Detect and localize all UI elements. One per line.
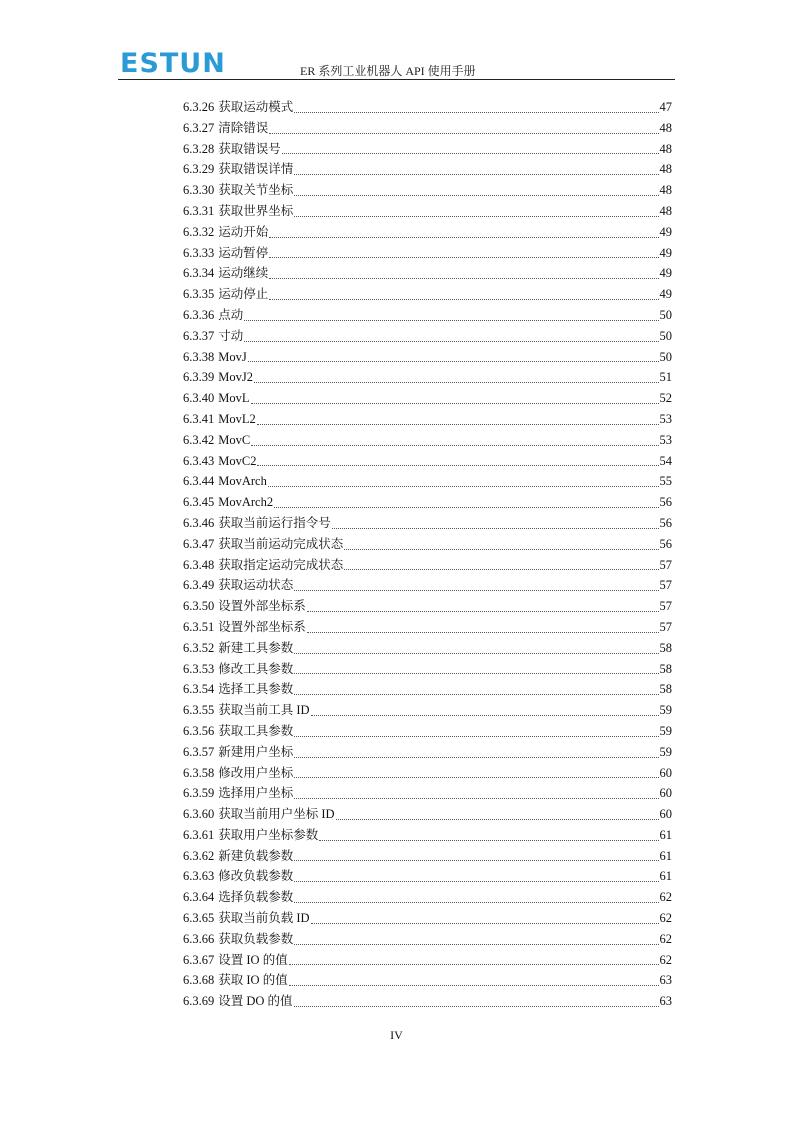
table-of-contents	[183, 97, 672, 1012]
toc-entry-number: 6.3.41	[183, 411, 215, 426]
toc-entry[interactable]	[183, 846, 672, 867]
toc-entry-title: MovC2	[218, 453, 257, 468]
toc-dot-leader	[244, 340, 658, 342]
toc-entry-number: 6.3.62	[183, 848, 215, 863]
toc-entry[interactable]	[183, 679, 672, 700]
toc-entry-title: 设置 IO 的值	[218, 952, 288, 967]
toc-entry[interactable]	[183, 347, 672, 368]
toc-entry[interactable]	[183, 97, 672, 118]
toc-entry-page: 63	[659, 973, 672, 988]
toc-entry-page: 62	[659, 931, 672, 946]
toc-entry-number: 6.3.48	[183, 557, 215, 572]
toc-entry-title: 获取工具参数	[218, 723, 294, 738]
toc-entry-title: 新建工具参数	[218, 640, 294, 655]
toc-dot-leader	[344, 568, 658, 570]
toc-entry[interactable]	[183, 284, 672, 305]
estun-logo: ESTUN	[120, 48, 226, 79]
toc-entry-number: 6.3.68	[183, 973, 215, 988]
toc-entry[interactable]	[183, 492, 672, 513]
toc-entry-title: 获取运动状态	[218, 578, 294, 593]
toc-entry-page: 63	[659, 994, 672, 1009]
toc-dot-leader	[294, 652, 658, 654]
toc-dot-leader	[294, 859, 658, 861]
toc-dot-leader	[294, 194, 658, 196]
toc-entry-title: 清除错误	[218, 120, 269, 135]
toc-entry-title: 寸动	[218, 328, 244, 343]
toc-entry-page: 48	[659, 120, 672, 135]
toc-entry[interactable]	[183, 388, 672, 409]
toc-entry[interactable]	[183, 617, 672, 638]
toc-entry-page: 49	[659, 266, 672, 281]
toc-entry-page: 58	[659, 640, 672, 655]
toc-entry-number: 6.3.33	[183, 245, 215, 260]
toc-entry[interactable]	[183, 575, 672, 596]
toc-dot-leader	[294, 756, 658, 758]
toc-entry[interactable]	[183, 305, 672, 326]
toc-entry-number: 6.3.40	[183, 391, 215, 406]
toc-entry[interactable]	[183, 970, 672, 991]
toc-entry-title: 获取指定运动完成状态	[218, 557, 344, 572]
toc-entry-page: 56	[659, 495, 672, 510]
toc-entry-number: 6.3.52	[183, 640, 215, 655]
toc-entry-page: 53	[659, 411, 672, 426]
toc-entry-number: 6.3.26	[183, 100, 215, 114]
toc-dot-leader	[254, 381, 659, 383]
toc-entry-page: 48	[659, 162, 672, 177]
toc-dot-leader	[248, 360, 659, 362]
toc-entry[interactable]	[183, 721, 672, 742]
toc-entry-page: 59	[659, 723, 672, 738]
toc-entry[interactable]	[183, 950, 672, 971]
toc-entry-page: 62	[659, 911, 672, 926]
toc-entry-title: 运动暂停	[218, 245, 269, 260]
toc-entry-page: 54	[659, 453, 672, 468]
toc-entry-title: MovArch	[218, 474, 267, 489]
toc-entry[interactable]	[183, 451, 672, 472]
toc-entry-page: 50	[659, 307, 672, 322]
toc-dot-leader	[319, 839, 658, 841]
toc-dot-leader	[289, 984, 659, 986]
toc-dot-leader	[294, 943, 658, 945]
toc-entry-title: MovJ2	[218, 370, 253, 385]
toc-entry-number: 6.3.64	[183, 890, 215, 905]
toc-entry-page: 60	[659, 786, 672, 801]
toc-dot-leader	[307, 610, 659, 612]
toc-entry-title: 新建负载参数	[218, 848, 294, 863]
toc-entry-page: 50	[659, 328, 672, 343]
toc-entry-page: 59	[659, 703, 672, 718]
toc-entry[interactable]	[183, 804, 672, 825]
toc-entry-title: 获取 IO 的值	[218, 973, 288, 988]
toc-dot-leader	[294, 589, 658, 591]
toc-entry-page: 50	[659, 349, 672, 364]
toc-entry-title: 运动停止	[218, 287, 269, 302]
toc-entry[interactable]	[183, 700, 672, 721]
toc-dot-leader	[294, 215, 658, 217]
toc-entry-title: 获取错误号	[218, 141, 281, 156]
toc-dot-leader	[269, 277, 658, 279]
toc-entry-page: 51	[659, 370, 672, 385]
toc-entry-title: 点动	[218, 307, 244, 322]
toc-entry-number: 6.3.51	[183, 619, 215, 634]
toc-entry[interactable]	[183, 659, 672, 680]
toc-entry-number: 6.3.60	[183, 807, 215, 822]
toc-dot-leader	[336, 818, 659, 820]
toc-entry-title: 修改负载参数	[218, 869, 294, 884]
toc-entry-title: MovArch2	[218, 495, 274, 510]
toc-dot-leader	[274, 506, 658, 508]
toc-entry-number: 6.3.53	[183, 661, 215, 676]
toc-entry-page: 48	[659, 203, 672, 218]
toc-entry-page: 60	[659, 807, 672, 822]
toc-entry-page: 49	[659, 245, 672, 260]
toc-entry-number: 6.3.50	[183, 599, 215, 614]
toc-entry[interactable]	[183, 534, 672, 555]
toc-entry-number: 6.3.31	[183, 203, 215, 218]
toc-entry-title: MovL2	[218, 411, 256, 426]
toc-entry-number: 6.3.63	[183, 869, 215, 884]
toc-entry-number: 6.3.59	[183, 786, 215, 801]
toc-entry[interactable]	[183, 908, 672, 929]
toc-entry[interactable]	[183, 367, 672, 388]
toc-entry-number: 6.3.49	[183, 578, 215, 593]
toc-entry-page: 55	[659, 474, 672, 489]
toc-dot-leader	[269, 132, 658, 134]
toc-entry[interactable]	[183, 201, 672, 222]
toc-entry-title: 获取当前运动完成状态	[218, 536, 344, 551]
toc-entry-page: 53	[659, 432, 672, 447]
toc-dot-leader	[244, 319, 658, 321]
toc-entry-number: 6.3.67	[183, 952, 215, 967]
toc-entry-page: 62	[659, 890, 672, 905]
toc-entry-title: 选择负载参数	[218, 890, 294, 905]
toc-dot-leader	[294, 880, 658, 882]
toc-entry[interactable]	[183, 139, 672, 160]
toc-entry-title: 获取负载参数	[218, 931, 294, 946]
toc-dot-leader	[251, 444, 658, 446]
toc-dot-leader	[294, 111, 658, 113]
toc-entry[interactable]	[183, 180, 672, 201]
toc-entry-title: 运动开始	[218, 224, 269, 239]
toc-entry-number: 6.3.45	[183, 495, 215, 510]
toc-entry-title: 获取当前用户坐标 ID	[218, 807, 335, 822]
toc-entry-title: MovL	[218, 391, 250, 406]
toc-entry[interactable]	[183, 513, 672, 534]
toc-entry-page: 59	[659, 744, 672, 759]
toc-entry-number: 6.3.44	[183, 474, 215, 489]
toc-entry-title: 新建用户坐标	[218, 744, 294, 759]
toc-entry-title: MovC	[218, 432, 251, 447]
toc-dot-leader	[294, 776, 658, 778]
toc-dot-leader	[294, 693, 658, 695]
toc-entry[interactable]	[183, 243, 672, 264]
toc-entry-page: 48	[659, 141, 672, 156]
toc-entry[interactable]	[183, 825, 672, 846]
toc-dot-leader	[294, 672, 658, 674]
toc-entry-page: 61	[659, 827, 672, 842]
toc-entry-title: 运动继续	[218, 266, 269, 281]
header-divider	[118, 79, 675, 80]
toc-entry-page: 58	[659, 682, 672, 697]
toc-entry-page: 57	[659, 599, 672, 614]
toc-entry-number: 6.3.38	[183, 349, 215, 364]
toc-entry[interactable]	[183, 887, 672, 908]
toc-dot-leader	[307, 631, 659, 633]
page-number: IV	[390, 1028, 403, 1042]
toc-entry-page: 58	[659, 661, 672, 676]
toc-entry-number: 6.3.42	[183, 432, 215, 447]
toc-dot-leader	[269, 256, 658, 258]
toc-entry-number: 6.3.30	[183, 183, 215, 198]
toc-entry-number: 6.3.28	[183, 141, 215, 156]
toc-entry-title: 获取关节坐标	[218, 183, 294, 198]
toc-dot-leader	[332, 527, 659, 529]
toc-entry-title: 设置 DO 的值	[218, 994, 293, 1009]
toc-entry-number: 6.3.56	[183, 723, 215, 738]
toc-dot-leader	[269, 236, 658, 238]
toc-entry-number: 6.3.54	[183, 682, 215, 697]
toc-dot-leader	[289, 963, 659, 965]
toc-entry[interactable]	[183, 742, 672, 763]
toc-entry[interactable]	[183, 929, 672, 950]
toc-entry-page: 61	[659, 848, 672, 863]
toc-entry-page: 57	[659, 619, 672, 634]
toc-entry-number: 6.3.36	[183, 307, 215, 322]
toc-entry-number: 6.3.27	[183, 120, 215, 135]
toc-entry-title: 获取当前负载 ID	[218, 911, 310, 926]
toc-entry[interactable]	[183, 118, 672, 139]
toc-entry[interactable]	[183, 596, 672, 617]
toc-dot-leader	[269, 298, 658, 300]
toc-entry-title: 获取当前运行指令号	[218, 515, 331, 530]
toc-entry[interactable]	[183, 222, 672, 243]
toc-entry-page: 49	[659, 287, 672, 302]
toc-entry-number: 6.3.47	[183, 536, 215, 551]
toc-entry-page: 49	[659, 224, 672, 239]
toc-entry-title: 获取用户坐标参数	[218, 827, 319, 842]
toc-entry-number: 6.3.65	[183, 911, 215, 926]
document-title: ER 系列工业机器人 API 使用手册	[300, 64, 476, 78]
toc-entry[interactable]	[183, 159, 672, 180]
toc-dot-leader	[294, 797, 658, 799]
toc-dot-leader	[257, 464, 658, 466]
toc-entry-page: 48	[659, 183, 672, 198]
toc-entry-number: 6.3.58	[183, 765, 215, 780]
toc-entry-number: 6.3.69	[183, 994, 215, 1009]
toc-dot-leader	[294, 735, 658, 737]
toc-entry-number: 6.3.29	[183, 162, 215, 177]
toc-entry-number: 6.3.39	[183, 370, 215, 385]
toc-dot-leader	[344, 548, 658, 550]
toc-entry-title: 修改用户坐标	[218, 765, 294, 780]
toc-entry-number: 6.3.61	[183, 827, 215, 842]
toc-entry-page: 56	[659, 515, 672, 530]
toc-entry-page: 57	[659, 578, 672, 593]
toc-dot-leader	[257, 423, 659, 425]
toc-entry-title: 获取错误详情	[218, 162, 294, 177]
toc-entry[interactable]	[183, 471, 672, 492]
toc-entry-title: 获取世界坐标	[218, 203, 294, 218]
toc-dot-leader	[311, 922, 659, 924]
toc-entry-page: 57	[659, 557, 672, 572]
toc-entry-page: 47	[659, 100, 672, 114]
toc-dot-leader	[268, 485, 659, 487]
toc-entry-page: 61	[659, 869, 672, 884]
toc-entry-number: 6.3.55	[183, 703, 215, 718]
toc-entry-title: 设置外部坐标系	[218, 619, 306, 634]
toc-entry[interactable]	[183, 430, 672, 451]
toc-dot-leader	[294, 1005, 659, 1007]
toc-entry[interactable]	[183, 783, 672, 804]
toc-entry[interactable]	[183, 263, 672, 284]
toc-entry-number: 6.3.66	[183, 931, 215, 946]
toc-entry[interactable]	[183, 763, 672, 784]
toc-entry[interactable]	[183, 991, 672, 1012]
toc-entry[interactable]	[183, 866, 672, 887]
toc-entry-title: 获取运动模式	[218, 100, 294, 114]
toc-entry-page: 62	[659, 952, 672, 967]
toc-entry[interactable]	[183, 409, 672, 430]
toc-dot-leader	[294, 901, 658, 903]
toc-entry-page: 52	[659, 391, 672, 406]
toc-entry-title: 选择用户坐标	[218, 786, 294, 801]
toc-entry-number: 6.3.34	[183, 266, 215, 281]
toc-dot-leader	[311, 714, 659, 716]
toc-entry-number: 6.3.57	[183, 744, 215, 759]
toc-entry-title: 选择工具参数	[218, 682, 294, 697]
toc-entry-title: MovJ	[218, 349, 247, 364]
toc-entry-number: 6.3.43	[183, 453, 215, 468]
toc-entry-number: 6.3.35	[183, 287, 215, 302]
toc-dot-leader	[251, 402, 659, 404]
toc-entry-number: 6.3.37	[183, 328, 215, 343]
toc-entry-title: 修改工具参数	[218, 661, 294, 676]
toc-dot-leader	[282, 152, 659, 154]
toc-entry-title: 设置外部坐标系	[218, 599, 306, 614]
toc-entry-number: 6.3.46	[183, 515, 215, 530]
toc-dot-leader	[294, 173, 658, 175]
toc-entry-page: 56	[659, 536, 672, 551]
toc-entry[interactable]	[183, 326, 672, 347]
toc-entry-title: 获取当前工具 ID	[218, 703, 310, 718]
toc-entry[interactable]	[183, 555, 672, 576]
toc-entry[interactable]	[183, 638, 672, 659]
toc-entry-page: 60	[659, 765, 672, 780]
toc-entry-number: 6.3.32	[183, 224, 215, 239]
